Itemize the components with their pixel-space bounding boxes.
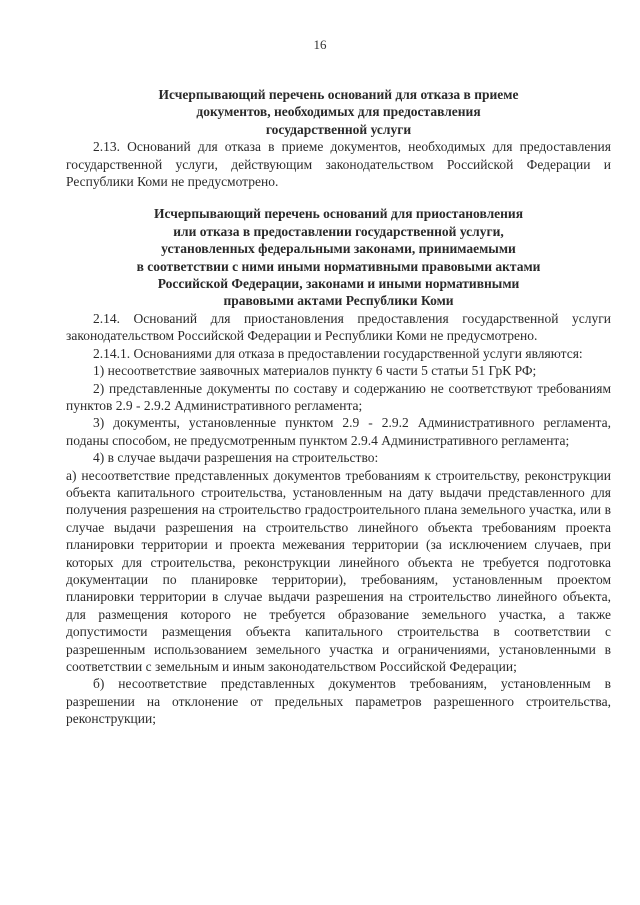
list-item-1: 1) несоответствие заявочных материалов пункту 6 части 5 статьи 51 ГрК РФ; — [93, 363, 537, 379]
heading-line: или отказа в предоставлении государственной услуги, — [173, 223, 504, 239]
section-heading-refusal-acceptance — [66, 86, 611, 138]
paragraph-2-13: 2.13. Оснований для отказа в приеме документов, необходимых для предоставления государственной услуги, действующим законодательством Российской Федерации и Республики Коми не предусмотрено. — [66, 139, 611, 190]
heading-line: документов, необходимых для предоставления — [196, 104, 481, 120]
list-item-4: 4) в случае выдачи разрешения на строительство: — [93, 450, 379, 466]
heading-line: государственной услуги — [265, 121, 412, 137]
heading-line: Исчерпывающий перечень оснований для отказа в приеме — [158, 87, 519, 102]
heading-line: установленных федеральными законами, принимаемыми — [161, 241, 516, 257]
paragraph-2-14: 2.14. Оснований для приостановления предоставления государственной услуги законодательством Российской Федерации и Республики Коми не предусмотрено. — [66, 310, 611, 344]
heading-line: правовыми актами Республики Коми — [223, 293, 454, 309]
heading-line: Исчерпывающий перечень оснований для приостановления — [153, 206, 524, 222]
list-item-4b: б) несоответствие представленных документов требованиям, установленным в разрешении на отклонение от предельных параметров разрешенного строительства, реконструкции; — [66, 676, 611, 727]
list-item-2: 2) представленные документы по составу и содержанию не соответствуют требованиям пунктов 2.9 - 2.9.2 Административного регламента; — [66, 380, 611, 413]
document-body — [66, 86, 611, 728]
page-number: 16 — [313, 37, 327, 52]
list-item-3: 3) документы, установленные пунктом 2.9 - 2.9.2 Административного регламента, поданы способом, не предусмотренным пунктом 2.9.4 Административного регламента; — [66, 415, 611, 448]
spacer — [66, 190, 611, 205]
list-item-4a: а) несоответствие представленных документов требованиям к строительству, реконструкции объекта капитального строительства, установленным на дату выдачи представленного для получения разрешения на строительство градостроительного плана земельного участка, или в случае выдачи разрешения на строительство линейного объекта требованиям проекта планировки территории и проекта межевания территории (за исключением случаев, при которых для строительства, реконструкции линейного объекта не требуется подготовка документации по планировке территории), требованиям, установленным проектом планировки территории в случае выдачи разрешения на строительство линейного объекта, для размещения которого не требуется образование земельного участка, а также допустимости размещения объекта капитального строительства в соответствии с разрешенным использованием земельного участка и ограничениями, установленными в соответствии с земельным и иным законодательством Российской Федерации; — [66, 467, 611, 674]
heading-line: Российской Федерации, законами и иными нормативными — [157, 276, 520, 292]
paragraph-2-14-1: 2.14.1. Основаниями для отказа в предоставлении государственной услуги являются: — [93, 345, 583, 361]
section-heading-suspension-refusal — [66, 205, 611, 309]
heading-line: в соответствии с ними иными нормативными правовыми актами — [136, 258, 541, 274]
